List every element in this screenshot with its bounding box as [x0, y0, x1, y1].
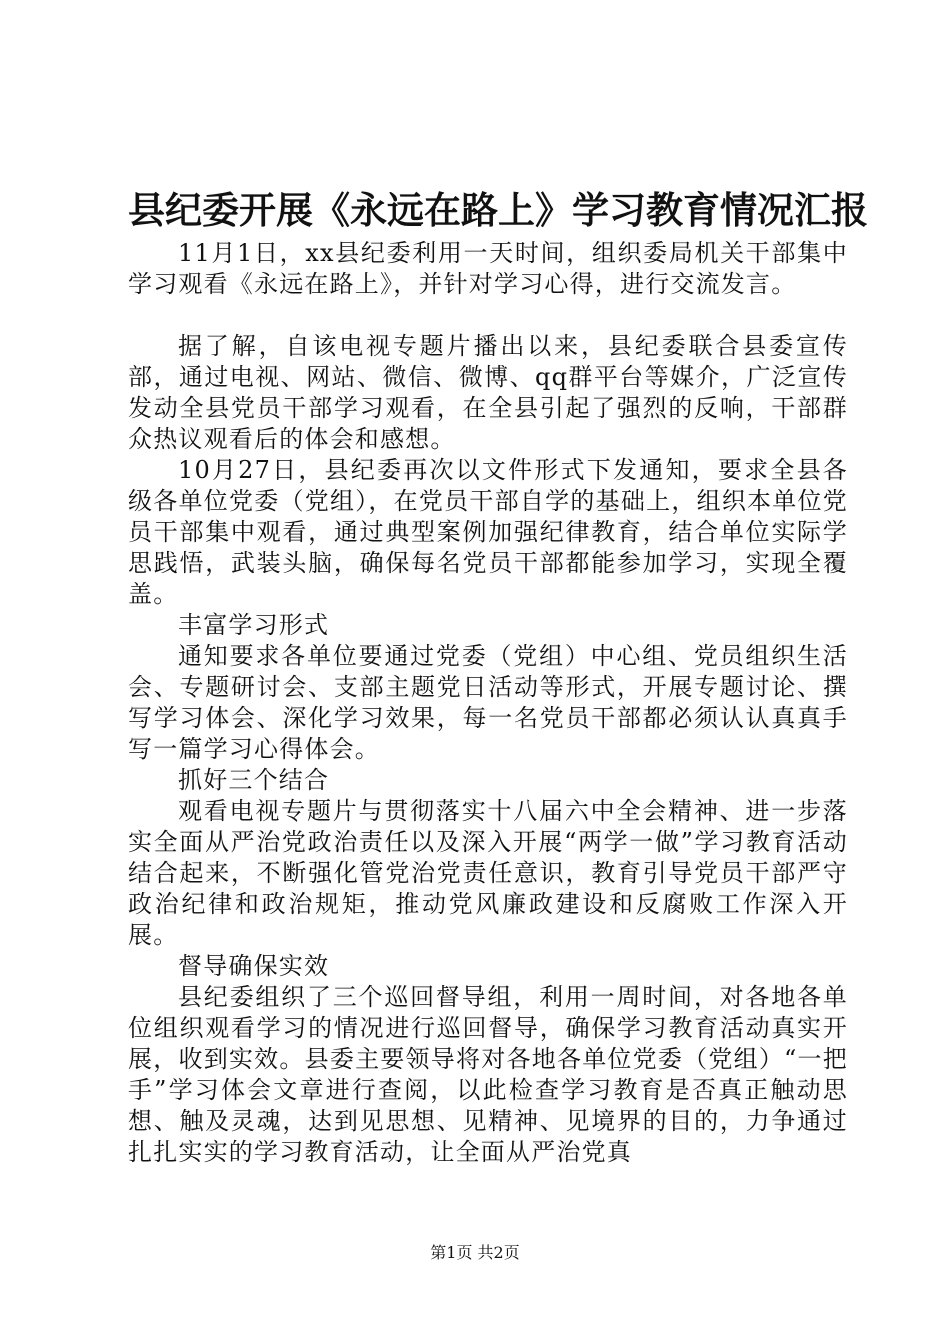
paragraph-combination: 观看电视专题片与贯彻落实十八届六中全会精神、进一步落实全面从严治党政治责任以及深入开展“两学一做”学习教育活动结合起来，不断强化管党治党责任意识，教育引导党员干部严守政治纪律和政治规矩，推动党风廉政建设和反腐败工作深入开展。 — [128, 797, 848, 949]
section-heading-forms: 丰富学习形式 — [178, 611, 330, 639]
paragraph-intro: 11月1日，xx县纪委利用一天时间，组织委局机关干部集中学习观看《永远在路上》，并针对学习心得，进行交流发言。 — [128, 239, 848, 298]
paragraph-forms: 通知要求各单位要通过党委（党组）中心组、党员组织生活会、专题研讨会、支部主题党日活动等形式，开展专题讨论、撰写学习体会、深化学习效果，每一名党员干部都必须认认真真手写一篇学习心得体会。 — [128, 642, 848, 763]
paragraph-publicity: 据了解，自该电视专题片播出以来，县纪委联合县委宣传部，通过电视、网站、微信、微博、qq群平台等媒介，广泛宣传发动全县党员干部学习观看，在全县引起了强烈的反响，干部群众热议观看后的体会和感想。 — [128, 332, 848, 453]
document-body — [128, 238, 848, 1168]
paragraph-supervision: 县纪委组织了三个巡回督导组，利用一周时间，对各地各单位组织观看学习的情况进行巡回督导，确保学习教育活动真实开展，收到实效。县委主要领导将对各地各单位党委（党组）“一把手”学习体会文章进行查阅，以此检查学习教育是否真正触动思想、触及灵魂，达到见思想、见精神、见境界的目的，力争通过扎扎实实的学习教育活动，让全面从严治党真 — [128, 983, 848, 1166]
section-heading-combination: 抓好三个结合 — [178, 766, 330, 794]
document-title: 县纪委开展《永远在路上》学习教育情况汇报 — [128, 188, 868, 232]
paragraph-notice: 10月27日，县纪委再次以文件形式下发通知，要求全县各级各单位党委（党组），在党员干部自学的基础上，组织本单位党员干部集中观看，通过典型案例加强纪律教育，结合单位实际学思践悟，武装头脑，确保每名党员干部都能参加学习，实现全覆盖。 — [128, 456, 848, 608]
page-number-footer: 第1页 共2页 — [430, 1243, 520, 1262]
section-heading-supervision: 督导确保实效 — [178, 952, 330, 980]
